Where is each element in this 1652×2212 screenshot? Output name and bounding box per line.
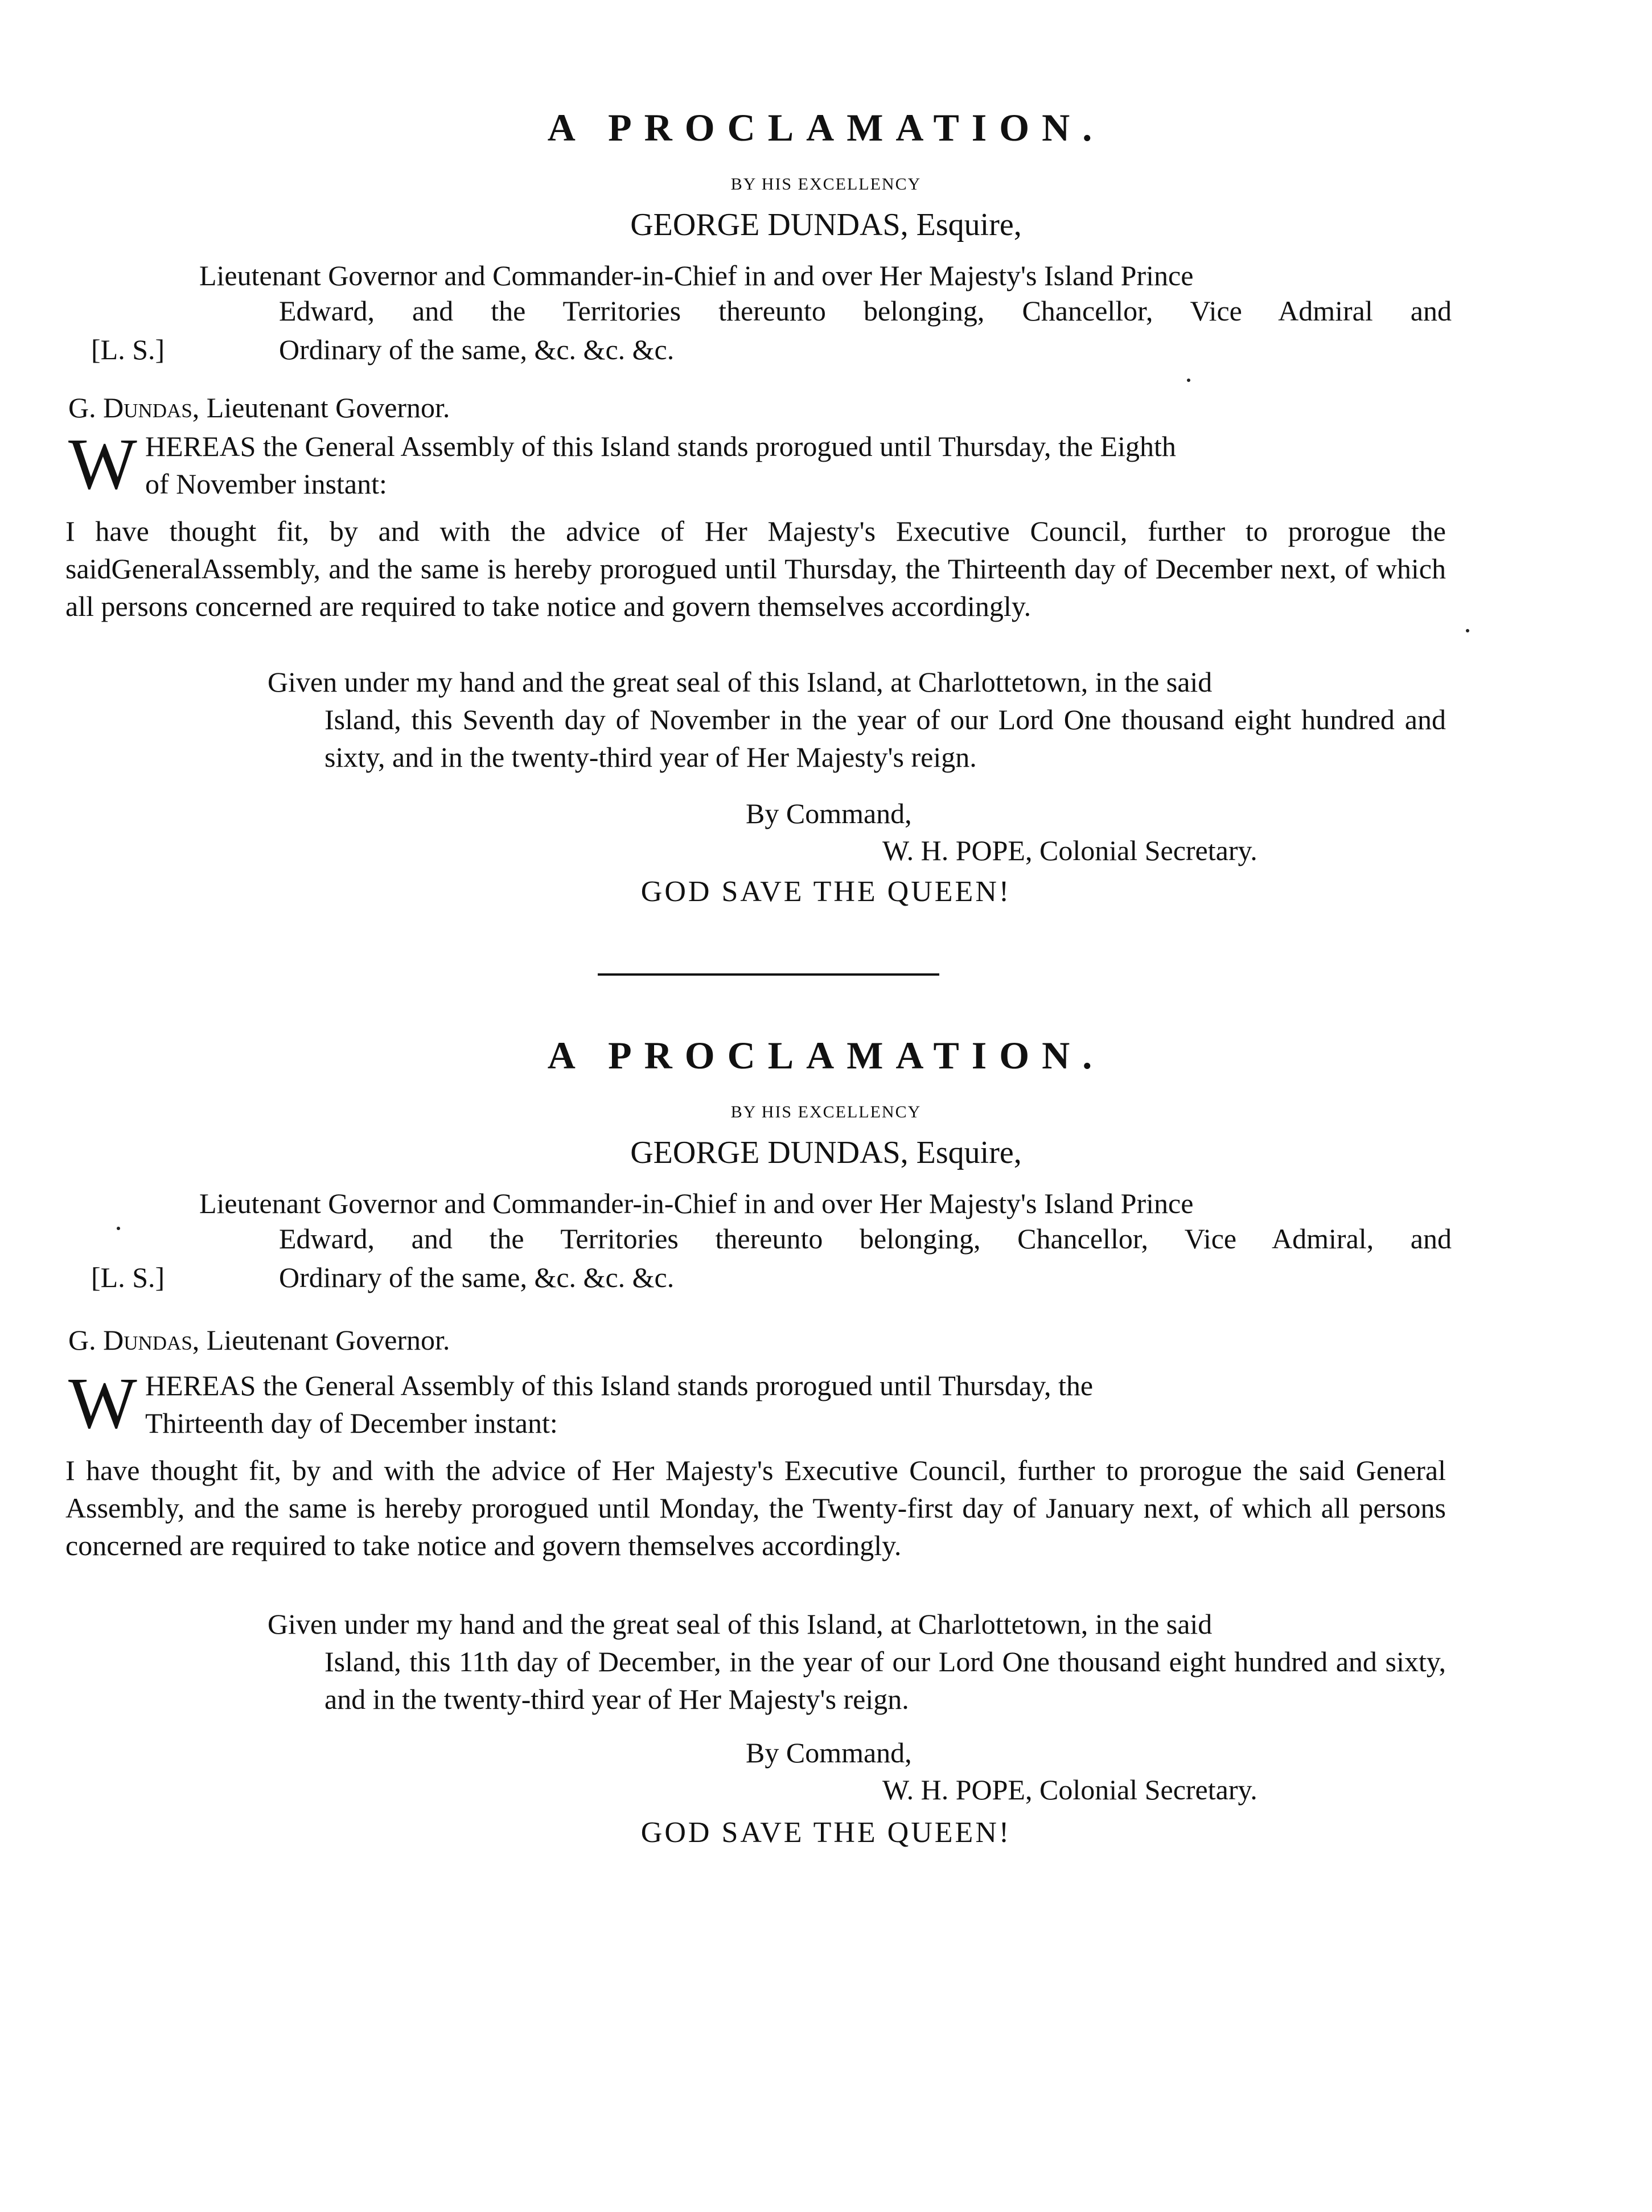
- god-save-the-queen: GOD SAVE THE QUEEN!: [640, 875, 1012, 908]
- secretary-signature: W. H. POPE, Colonial Secretary.: [882, 1774, 1258, 1806]
- signature-title: , Lieutenant Governor.: [192, 392, 450, 424]
- body-text: I have thought fit, by and with the advice of Her Majesty's Executive Council, further to prorogue the saidGeneralAssembly, and the same is hereby prorogued until Thursday, the Thirteenth day of December next, of which all persons concerned are required to take notice and govern themselves accordingly.: [65, 515, 1446, 622]
- governor-name: GEORGE DUNDAS, Esquire,: [630, 1135, 1022, 1170]
- whereas-line: HEREAS the General Assembly of this Island stands prorogued until Thursday, the Eighth: [145, 430, 1176, 462]
- proclamation-title: A PROCLAMATION.: [547, 1034, 1105, 1077]
- style-line: Lieutenant Governor and Commander-in-Chief in and over Her Majesty's Island Prince: [199, 260, 1194, 291]
- byline: BY HIS EXCELLENCY: [730, 1103, 922, 1121]
- style-line: Edward, and the Territories thereunto belonging, Chancellor, Vice Admiral, and: [279, 1223, 1452, 1255]
- signature-initial: G.: [68, 1324, 104, 1356]
- signature-initial: G.: [68, 392, 104, 424]
- section-divider: [598, 973, 939, 976]
- god-save-the-queen: GOD SAVE THE QUEEN!: [640, 1816, 1012, 1849]
- style-line: Edward, and the Territories thereunto belonging, Chancellor, Vice Admiral and: [279, 295, 1452, 327]
- signature-name: Dundas: [103, 392, 192, 424]
- body-text: I have thought fit, by and with the advice of Her Majesty's Executive Council, further to prorogue the said General Assembly, and the same is hereby prorogued until Monday, the Twenty-first day of January next, of which all persons concerned are required to take notice and govern themselves accordingly.: [65, 1454, 1446, 1561]
- given-line: Given under my hand and the great seal of this Island, at Charlottetown, in the said: [268, 1608, 1213, 1640]
- ink-speck: [1187, 379, 1190, 382]
- given-clause: [268, 663, 1446, 776]
- whereas-line: HEREAS the General Assembly of this Island stands prorogued until Thursday, the: [145, 1370, 1094, 1401]
- given-text: Island, this Seventh day of November in the year of our Lord One thousand eight hundred and sixty, and in the twenty-third year of Her Majesty's reign.: [324, 704, 1446, 773]
- governor-name: GEORGE DUNDAS, Esquire,: [630, 207, 1022, 242]
- signature-line: [68, 391, 450, 424]
- style-line: Lieutenant Governor and Commander-in-Chief in and over Her Majesty's Island Prince: [199, 1187, 1194, 1219]
- body-paragraph: [65, 512, 1446, 625]
- proclamation-title: A PROCLAMATION.: [547, 106, 1105, 149]
- given-line: Given under my hand and the great seal of this Island, at Charlottetown, in the said: [268, 666, 1213, 698]
- style-line: Ordinary of the same, &c. &c. &c.: [279, 334, 675, 365]
- by-command: By Command,: [746, 1737, 912, 1769]
- drop-cap: W: [68, 424, 137, 504]
- byline: BY HIS EXCELLENCY: [730, 175, 922, 194]
- given-clause: [268, 1605, 1446, 1718]
- signature-title: , Lieutenant Governor.: [192, 1324, 450, 1356]
- whereas-line: Thirteenth day of December instant:: [145, 1407, 558, 1439]
- by-command: By Command,: [746, 797, 912, 829]
- seal-mark: [L. S.]: [91, 1261, 165, 1293]
- secretary-signature: W. H. POPE, Colonial Secretary.: [882, 834, 1258, 866]
- style-line: Ordinary of the same, &c. &c. &c.: [279, 1261, 675, 1293]
- given-text: Island, this 11th day of December, in the year of our Lord One thousand eight hundred and sixty, and in the twenty-third year of Her Majesty's reign.: [324, 1646, 1446, 1715]
- whereas-line: of November instant:: [145, 468, 387, 500]
- drop-cap: W: [68, 1363, 137, 1444]
- signature-name: Dundas: [103, 1324, 192, 1356]
- ink-speck: [1466, 629, 1469, 632]
- body-paragraph: [65, 1452, 1446, 1564]
- seal-mark: [L. S.]: [91, 334, 165, 365]
- signature-line: [68, 1323, 450, 1356]
- ink-speck: [117, 1227, 120, 1230]
